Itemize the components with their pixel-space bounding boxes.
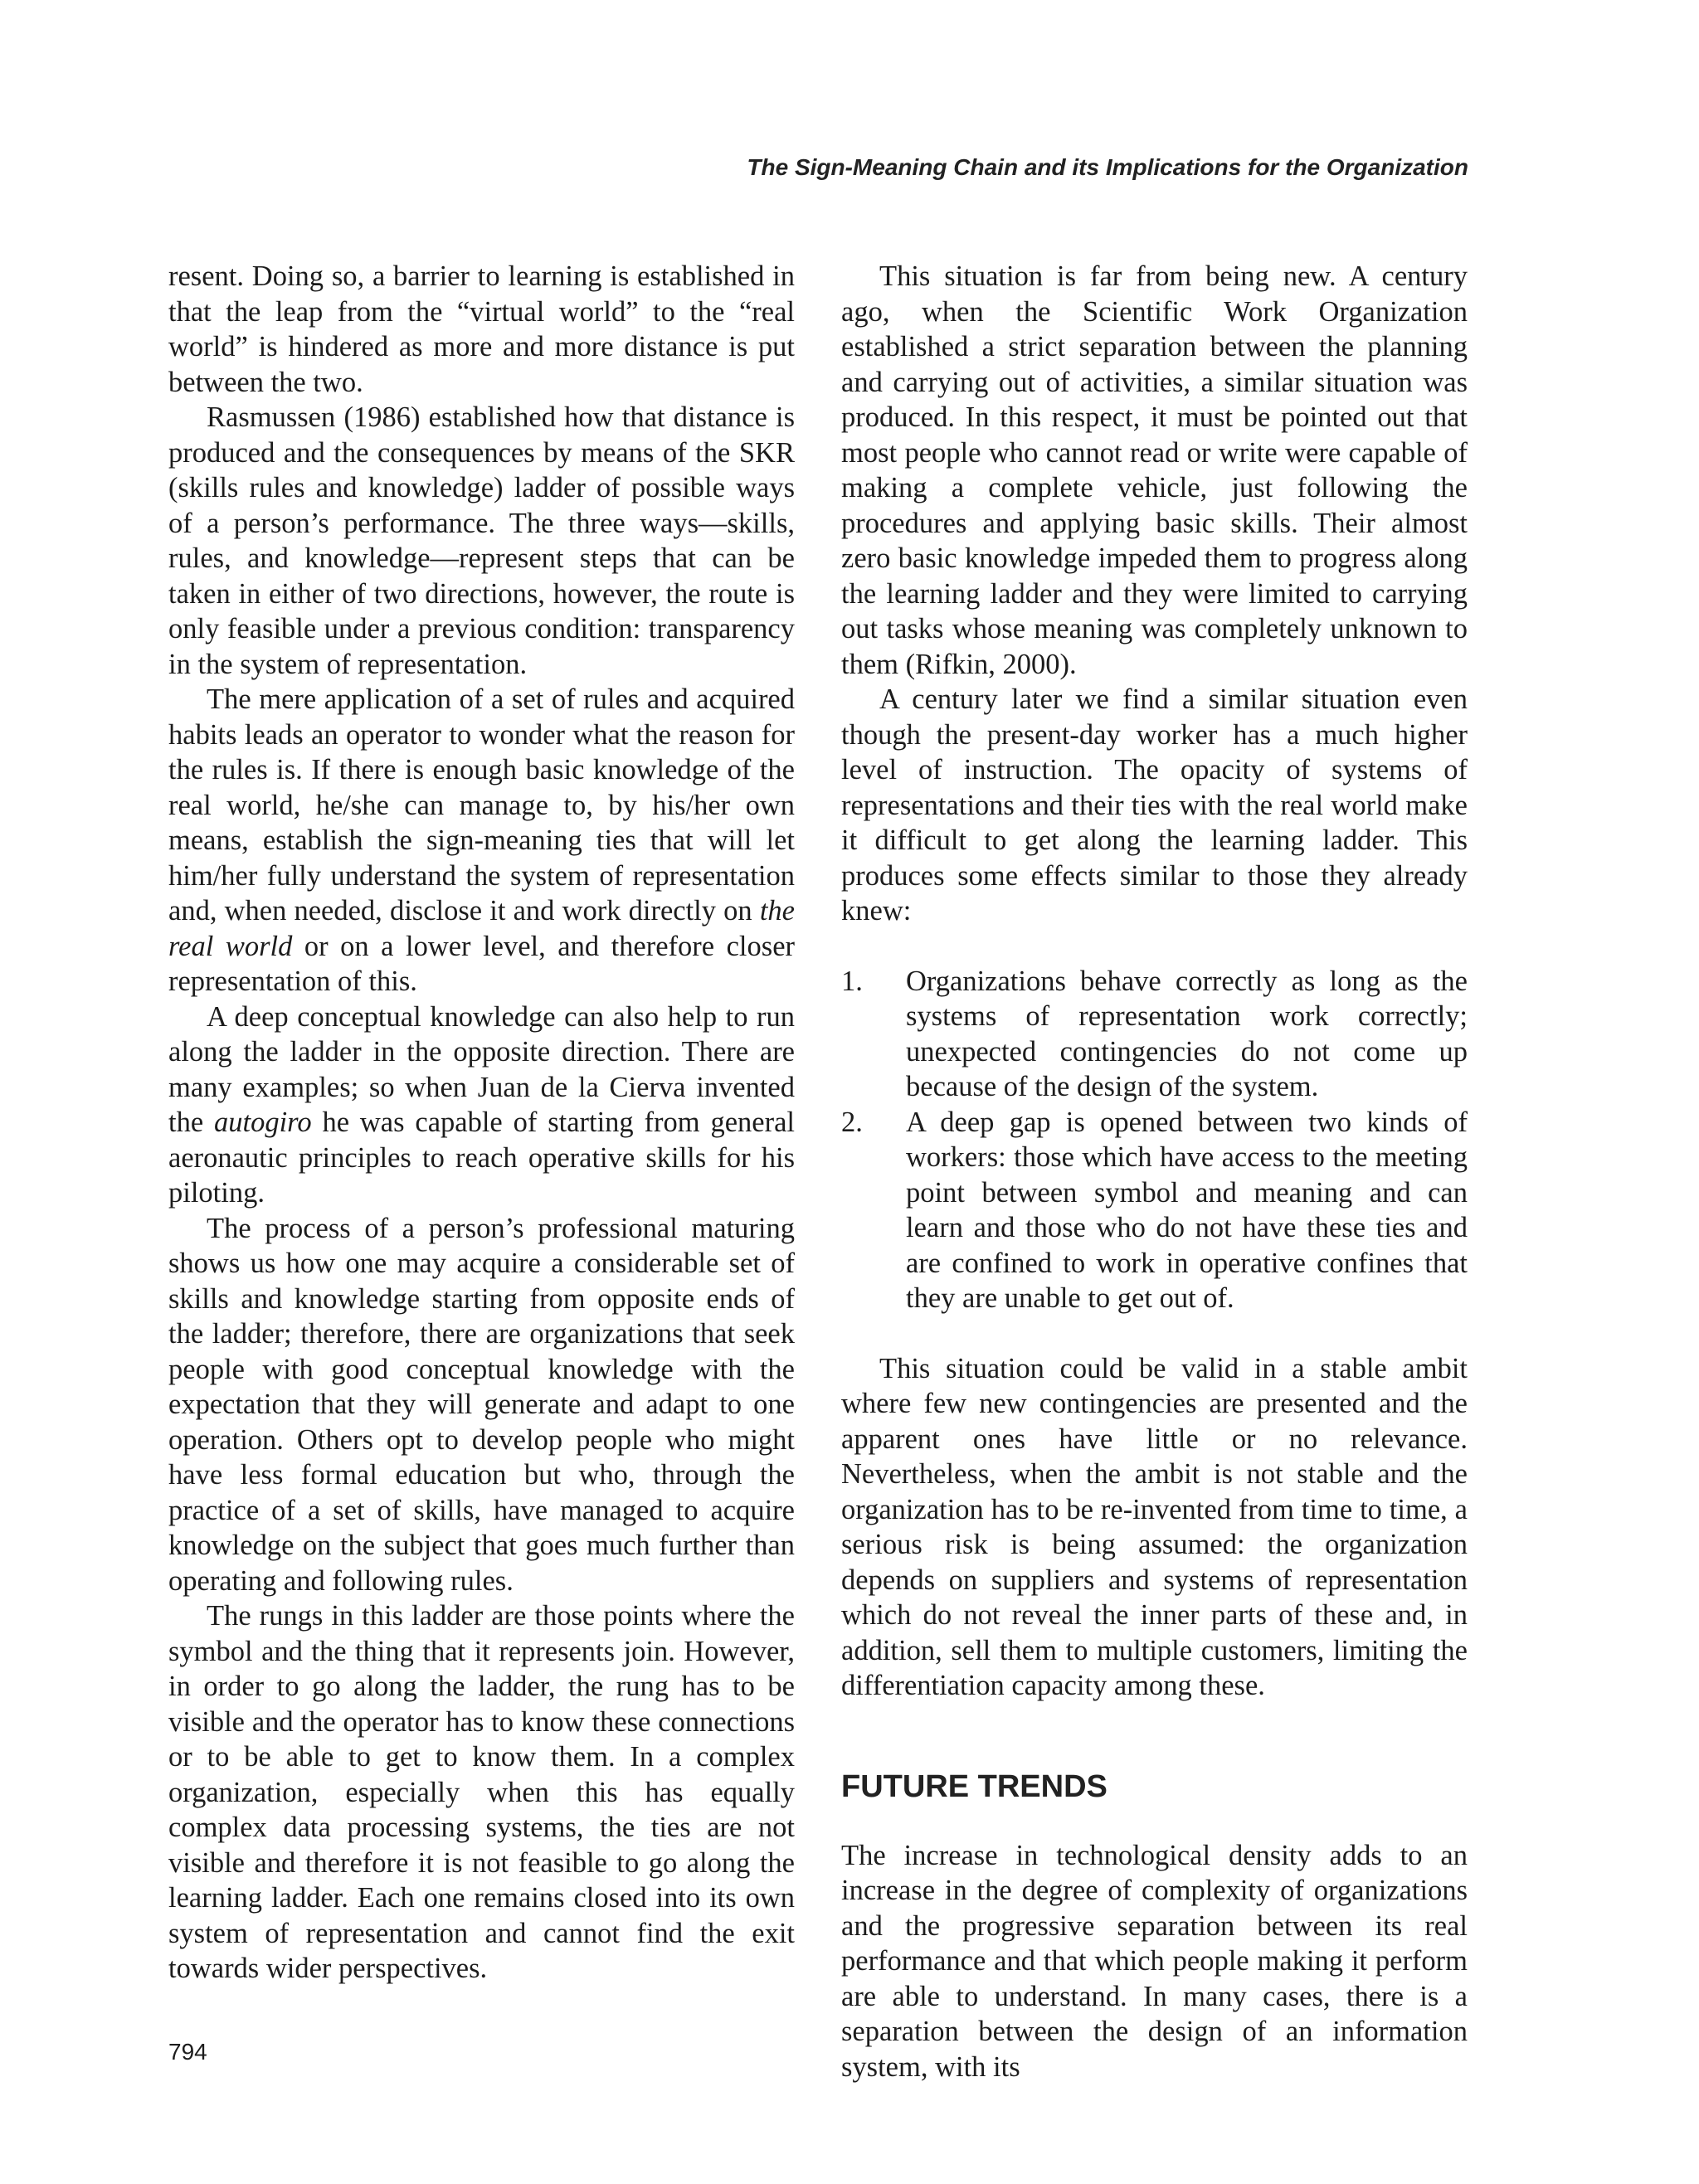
left-paragraph-3-text-a: The mere application of a set of rules and acquired habits leads an operator to wonder what the reason for the rules is. If there is enough basic knowledge of the real world, he/she can manage to, by his/her own means, establish the sign-meaning ties that will let him/her fully understand the system of representation and, when needed, disclose it and work directly on [168,683,795,927]
left-paragraph-1: resent. Doing so, a barrier to learning is established in that the leap from the “virtual world” to the “real world” is hindered as more and more distance is put between the two. [168,260,795,398]
section-heading: FUTURE TRENDS [841,1768,1108,1804]
right-paragraph-2: A century later we find a similar situation even though the present-day worker has a much higher level of instruction. The opacity of systems of representations and their ties with the real world make it difficult to get along the learning ladder. This produces some effects similar to those they already knew: [841,683,1468,927]
list-item [841,964,1468,1105]
right-column [841,259,1468,2084]
page-number: 794 [168,2039,207,2065]
left-paragraph-4-text-a: A deep conceptual knowledge can also help to run along the ladder in the opposite direction. There are many examples; so when Juan de la Cierva invented the [168,1000,795,1138]
list-item-text: A deep gap is opened between two kinds of workers: those which have access to the meeting point between symbol and meaning and can learn and those who do not have these ties and are confined to work in operative confines that they are unable to get out of. [906,1106,1468,1314]
list-item [841,1105,1468,1316]
left-paragraph-3 [168,682,795,1000]
list-item-text: Organizations behave correctly as long as the systems of representation work correctly; unexpected contingencies do not come up because of the design of the system. [906,965,1468,1102]
left-paragraph-4-emphasis: autogiro [214,1107,312,1138]
left-paragraph-2: Rasmussen (1986) established how that distance is produced and the consequences by means of the SKR (skills rules and knowledge) ladder of possible ways of a person’s performance. The three ways—skills, rules, and knowledge—represent steps that can be taken in either of two directions, however, the route is only feasible under a previous condition: transparency in the system of representation. [168,401,795,680]
list-item-number: 2. [841,1106,863,1138]
list-item-number: 1. [841,965,863,997]
left-paragraph-4 [168,1000,795,1211]
left-paragraph-3-text-b: or on a lower level, and therefore closer representation of this. [168,930,795,997]
running-head: The Sign-Meaning Chain and its Implications for the Organization [747,154,1468,180]
right-paragraph-1: This situation is far from being new. A century ago, when the Scientific Work Organization established a strict separation between the planning and carrying out of activities, a similar situation was produced. In this respect, it must be pointed out that most people who cannot read or write were capable of making a complete vehicle, just following the procedures and applying basic skills. Their almost zero basic knowledge impeded them to progress along the learning ladder and they were limited to carrying out tasks whose meaning was completely unknown to them (Rifkin, 2000). [841,260,1468,680]
left-paragraph-5: The process of a person’s professional maturing shows us how one may acquire a considerable set of skills and knowledge starting from opposite ends of the ladder; therefore, there are organizations that seek people with good conceptual knowledge with the expectation that they will generate and adapt to one operation. Others opt to develop people who might have less formal education but who, through the practice of a set of skills, have managed to acquire knowledge on the subject that goes much further than operating and following rules. [168,1212,795,1597]
left-paragraph-3-emphasis: the real world [168,895,795,962]
left-paragraph-4-text-b: he was capable of starting from general aeronautic principles to reach operative skills for his piloting. [168,1107,795,1209]
right-paragraph-4: The increase in technological density adds to an increase in the degree of complexity of organizations and the progressive separation between its real performance and that which people making it perform are able to understand. In many cases, there is a separation between the design of an information system, with its [841,1839,1468,2083]
numbered-list [841,964,1468,1316]
left-paragraph-6: The rungs in this ladder are those points where the symbol and the thing that it represents join. However, in order to go along the ladder, the rung has to be visible and the operator has to know these connections or to be able to get to know them. In a complex organization, especially when this has equally complex data processing systems, the ties are not visible and therefore it is not feasible to go along the learning ladder. Each one remains closed into its own system of representation and cannot find the exit towards wider perspectives. [168,1600,795,1984]
left-column [168,259,795,1987]
right-paragraph-3: This situation could be valid in a stable ambit where few new contingencies are presented and the apparent ones have little or no relevance. Nevertheless, when the ambit is not stable and the organization has to be re-invented from time to time, a serious risk is being assumed: the organization depends on suppliers and systems of representation which do not reveal the inner parts of these and, in addition, sell them to multiple customers, limiting the differentiation capacity among these. [841,1352,1468,1701]
